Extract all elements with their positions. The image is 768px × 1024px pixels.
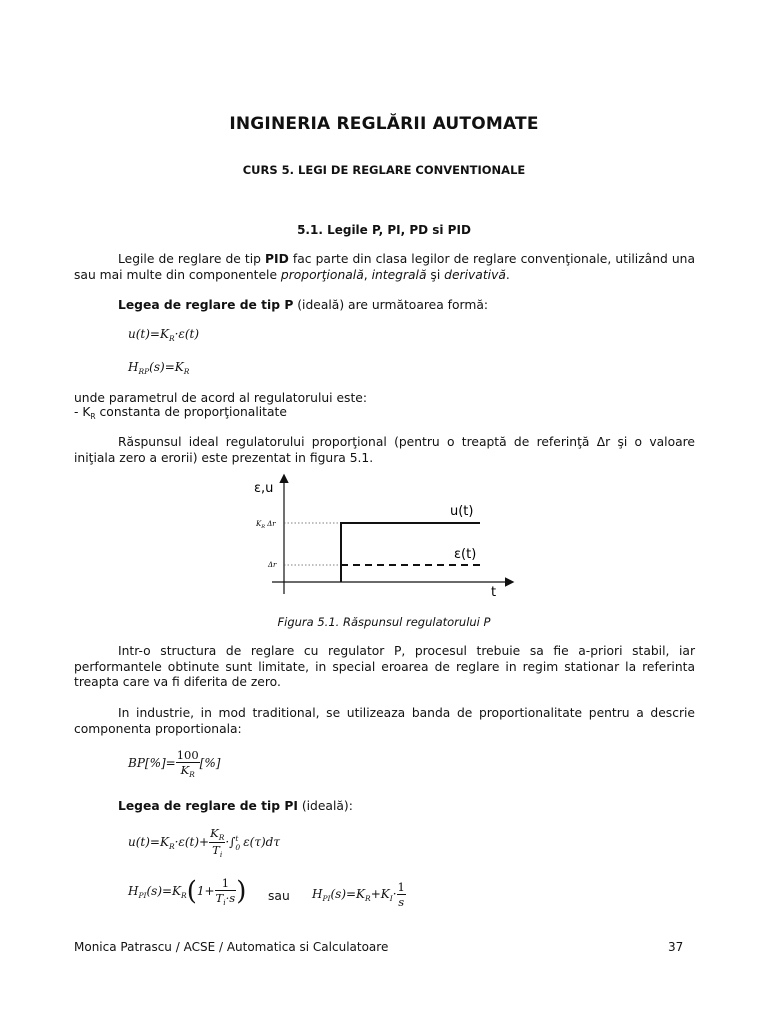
- paragraph-p-structure: Intr-o structura de reglare cu regulator P, procesul trebuie sa fie a-priori stabil, iar performantele obtinute sunt limitate, in special eroarea de reglare in regim stationar la referinta treapta care va fi diferita de zero.: [74, 644, 695, 689]
- tuning-param-intro: unde parametrul de acord al regulatorului este:: [74, 391, 367, 405]
- section-heading: 5.1. Legile P, PI, PD si PID: [297, 223, 471, 237]
- formula-bp: BP[%]= $\frac{100}{K_R}$ [%]: [128, 748, 221, 779]
- e-curve-label: ε(t): [454, 547, 477, 562]
- footer-author: Monica Patrascu / ACSE / Automatica si Calculatoare: [74, 940, 389, 954]
- formula-p-transfer: $H_{RP}(s)=K_R$: [128, 360, 190, 376]
- u-curve-label: u(t): [450, 504, 474, 519]
- y-axis-label: ε,u: [254, 481, 274, 496]
- formula-pi-transfer-alt: $H_{PI}(s)=K_R+K_I\cdot$ $\frac{1}{s}$: [312, 880, 405, 909]
- page-number: 37: [668, 940, 684, 954]
- paragraph-industry: In industrie, in mod traditional, se utilizeaza banda de proportionalitate pentru a descrie componenta proportionala:: [74, 706, 695, 736]
- word-sau: sau: [268, 889, 290, 903]
- tick-high: $K_R$ Δr: [256, 520, 276, 530]
- formula-pi-transfer: $H_{PI}(s)=K_R(1+$ $\frac{1}{T_i\cdot s}$ ): [128, 876, 247, 907]
- figure-p-response: [240, 470, 530, 600]
- formula-p-time: $u(t)=K_R\cdot\varepsilon(t)$: [128, 327, 200, 343]
- tick-low: Δr: [268, 561, 277, 569]
- figure-caption: Figura 5.1. Răspunsul regulatorului P: [277, 615, 491, 629]
- x-axis-label: t: [491, 585, 497, 600]
- paragraph-response: Răspunsul ideal regulatorului proporţional (pentru o treaptă de referinţă Δr şi o valoare iniţiala zero a erorii) este prezentat in figura 5.1.: [74, 435, 695, 465]
- formula-pi-time: $u(t)=K_R\cdot\varepsilon(t)+$ $\frac{K_R}{T_i}$ ·∫ t 0 ε(τ)dτ: [128, 826, 280, 859]
- course-subtitle: CURS 5. LEGI DE REGLARE CONVENTIONALE: [242, 163, 526, 177]
- paragraph-pi-law: Legea de reglare de tip PI (ideală):: [118, 799, 353, 813]
- paragraph-intro: Legile de reglare de tip PID fac parte din clasa legilor de reglare convenţionale, utilizând una sau mai multe din componentele proporţională, integrală şi derivativă.: [74, 252, 695, 282]
- page-title: INGINERIA REGLĂRII AUTOMATE: [229, 114, 539, 134]
- tuning-param-kr: - $K_R$ constanta de proporţionalitate: [74, 405, 287, 421]
- paragraph-p-law: Legea de reglare de tip P (ideală) are următoarea formă:: [118, 298, 488, 312]
